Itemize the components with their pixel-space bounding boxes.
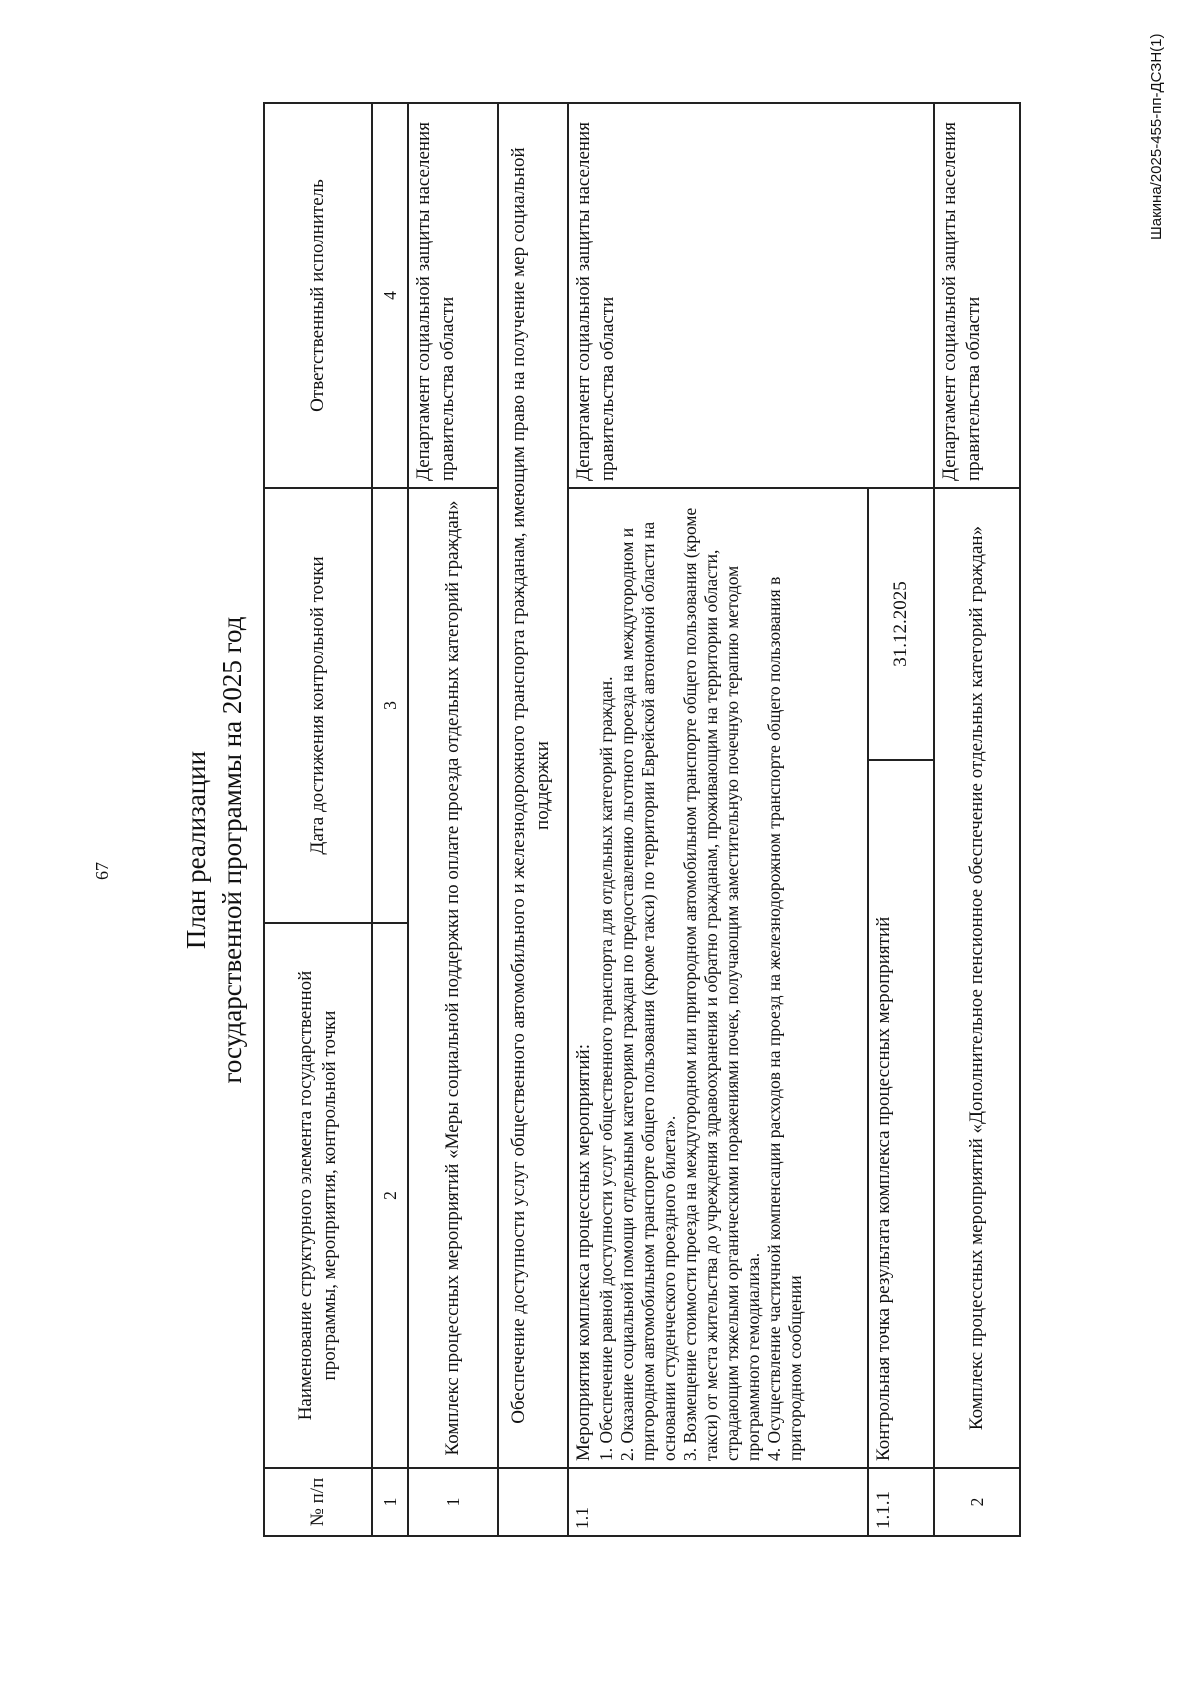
list-item: 4. Осуществление частичной компенсации расходов на проезд на железнодорожном транспорте общего пользования в пригородном сообщении [764,576,805,1461]
header-name: Наименование структурного элемента государственной программы, мероприятия, контрольной точки [264,923,372,1468]
row-name: Контрольная точка результата комплекса процессных мероприятий [868,760,934,1468]
col-number-1: 1 [372,1468,408,1536]
document-title: План реализации [181,750,211,950]
list-item: 1. Обеспечение равной доступности услуг общественного транспорта для отдельных категорий граждан. [596,676,616,1461]
list-item: 3. Возмещение стоимости проезда на междугородном или пригородном автомобильном транспорте общего пользования (кроме такси) от места жительства до учреждения здравоохранения и обратно гражданам, проживающим на территории области, страдающим тяжелыми органическими поражениями почек, получающим заместительную почечную терапию методом программного гемодиализа. [680,507,763,1461]
column-numbers-row [372,103,408,1536]
table-row [568,103,868,1536]
footer-code: Шакина/2025-455-пп-ДСЗН(1) [1148,33,1165,240]
col-number-3: 3 [372,488,408,923]
col-number-4: 4 [372,103,408,488]
task-row [498,103,568,1536]
row-name: Комплекс процессных мероприятий «Дополнительное пенсионное обеспечение отдельных категорий граждан» [934,488,1020,1468]
row-num: 1.1 [568,1468,868,1536]
page-number: 67 [92,862,112,880]
row-num: 1.1.1 [868,1468,934,1536]
col-number-2: 2 [372,923,408,1468]
header-date: Дата достижения контрольной точки [264,488,372,923]
table-row [408,103,498,1536]
list-item: 2. Оказание социальной помощи отдельным категориям граждан по предоставлению льготного проезда на междугородном и пригородном автомобильном транспорте общего пользования (кроме такси) по территории Еврейской автономной области на основании студенческого проездного билета». [617,521,679,1461]
row-num: 2 [934,1468,1020,1536]
row-executor: Департамент социальной защиты населения правительства области [568,103,934,488]
row-name: Комплекс процессных мероприятий «Меры социальной поддержки по оплате проезда отдельных категорий граждан» [408,488,498,1468]
row-executor: Департамент социальной защиты населения правительства области [408,103,498,488]
header-num: № п/п [264,1468,372,1536]
measures-heading: Мероприятия комплекса процессных мероприятий: [573,1044,594,1461]
header-executor: Ответственный исполнитель [264,103,372,488]
row-executor: Департамент социальной защиты населения правительства области [934,103,1020,488]
task-text: Обеспечение доступности услуг общественного автомобильного и железнодорожного транспорта гражданам, имеющим право на получение мер социальной поддержки [498,103,568,1468]
document-subtitle: государственной программы на 2025 год [217,616,247,1084]
plan-table [263,102,1021,1537]
measures-list [568,488,868,1468]
table-header-row [264,103,372,1536]
row-num: 1 [408,1468,498,1536]
row-date: 31.12.2025 [868,488,934,760]
table-row [934,103,1020,1536]
